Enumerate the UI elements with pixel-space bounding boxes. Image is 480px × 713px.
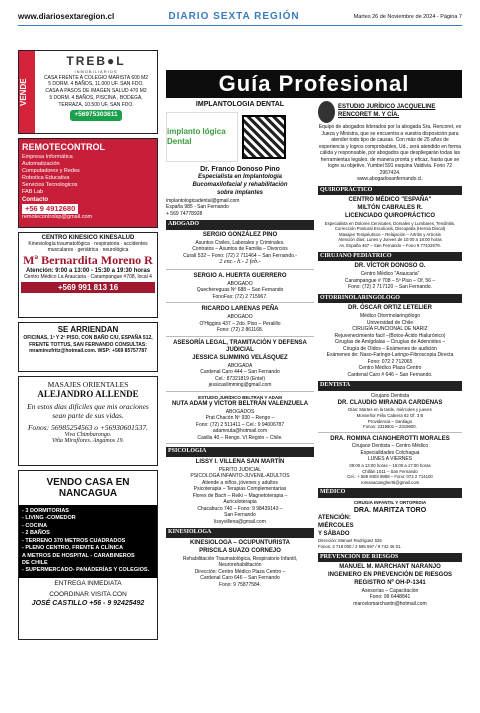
section-header: QUIROPRÁCTICO: [318, 186, 462, 196]
listing: SERGIO A. HUERTA GUERRERO ABOGADO Quechereguas Nº 688 – San Fernando FonoFax: (72) 2 715967.: [166, 273, 314, 303]
ad-title: SE ARRIENDAN: [57, 325, 119, 334]
phone-number[interactable]: Fonos: 56985254563 o +56930601537.: [27, 423, 149, 432]
ad-title: ALEJANDRO ALLENDE: [37, 389, 139, 399]
paper-name: DIARIO SEXTA REGIÓN: [168, 11, 300, 22]
listing: DRA. ROMINA CIANGHEROTTI MORALES Cirujano Dentista – Centro Médico Especialidades Colchagua LUNES A VIERNES 09:00 a 13:00 horas – 16:00 a 17:00 horas Chillán 1011 – San Fernando Cel.: + 569 9403 9888 – Fono: 072 2 714100 romanacianghertti@gmail.com: [330, 435, 450, 485]
listing: Cirujano Dentista DR. CLAUDIO MIRANDA CARDENAS Días: Martes en la tarde, miércoles y jueves Monseñor Félix Cabrera 62 Of. 3 B Providencia – Santiago Fonos: 2319601 – 2319600.: [318, 393, 462, 433]
feature-item: - 3 DORMITORIAS: [22, 508, 69, 514]
rencoret-header: ESTUDIO JURÍDICO JACQUELINE RENCORET M. Y CÍA.: [318, 100, 462, 124]
section-header: PREVENCIÓN DE RIESGOS: [318, 553, 462, 563]
feature-item: - COCINA: [22, 522, 48, 529]
doctor-name: Dr. Franco Donoso Pino: [200, 166, 280, 174]
feature-item: A METROS DE HOSPITAL - CARABINEROS: [22, 552, 135, 559]
feature-item: - PLENO CENTRO, FRENTE A CLÍNICA: [22, 545, 124, 552]
ad-title: VENDO CASA EN NANCAGUA: [46, 477, 130, 499]
phone-number[interactable]: +56 9 4912680: [22, 204, 78, 214]
qr-code-icon[interactable]: [242, 115, 286, 159]
page-header: [18, 8, 462, 26]
firm-description: Equipo de abogados liderados por la abogada Sra. Rencoret, ex Jueza y Ministra, que se encuentra a vuestra disposición para atender todo tipo de causas. Con más de 25 años de experiencia y logros comprobables, Ud., será atendido en forma cálida y responsable, por abogados que despliegarán todas las herramientas legales, de manera pronta y eficaz, hasta que se logre su objetivo. Yumbel 591 esquina Valdivia. Fono 72 2967424.: [318, 124, 462, 176]
phone-number[interactable]: +569 991 813 16: [21, 282, 155, 293]
website-link[interactable]: www.abogadosanfernando.cl.: [357, 176, 423, 182]
listing: CENTRO MÉDICO "ESPAÑA" MILTÓN CABRALES R. LICENCIADO QUIROPRÁCTICO Especialista en Dolores Cervicales, Dorsales y Lumbares, Tendinitis, Corrección Postural Escoliosis, Discopatía (Hernia Discal) Masajes Terapéuticos – Relajación – Artritis y Artrosis Atención días: Lunes y Jueves de 10:00 a 18:00 horas Av. España 467 – San Fernando – Fono 9 77432979.: [324, 197, 456, 248]
kinesalud-logo: CENTRO KINESICO KINESALUD: [41, 235, 135, 241]
page-date: Martes 26 de Noviembre de 2024 - Página 7: [353, 13, 462, 20]
practitioner-name: Mª Bernardita Moreno R: [23, 253, 153, 267]
listing: ESTUDIO JURÍDICO BELTRAN Y ADAM NUTA ADAM y VÍCTOR BELTRÁN VALENZUELA ABOGADOS Prat Chacón Nº 930 – Rengo – Fono: (72) 2 511411 – Cel.: 9 94006787 adamnuta@hotmail.com Casilla 40 – Rengo. VI Región – Chile.: [166, 395, 314, 444]
ad-line: CASA FRENTE A COLEGIO MARISTA 600 M2: [43, 74, 149, 81]
ad-line: 5 DORM. 4 BAÑOS, 11.000 UF. SAN FDO.: [48, 81, 144, 88]
listing: LISSY I. VILLENA SAN MARTÍN PERITO JUDICIAL PSICOLOGA INFANTO-JUVENIL-ADULTOS Atiende a niños, jóvenes y adultos Psicoterapia – Terapias Complementarias Flores de Bach – Reiki – Magnetoterapia – Auriculoterapia Chacabuco 740 – Fono: 9 98439143 – San Fernando lissyvillena@gmail.com: [190, 458, 290, 525]
feature-item: - 2 BAÑOS: [22, 530, 50, 537]
site-url[interactable]: www.diariosextaregion.cl: [18, 12, 115, 21]
whatsapp-number[interactable]: +56975303611: [70, 110, 121, 121]
feature-item: - SUPERMERCADO- PANADERÍAS Y COLEGIOS.: [22, 567, 150, 574]
email[interactable]: mramirezfritz@hotmail.com. WSP: +569 85757787: [29, 348, 147, 355]
contact-label: Contacto: [22, 196, 48, 203]
listing: CIRUGIA INFANTIL Y ORTOPEDIA DRA. MARITZA TORO ATENCIÓN: MIÉRCOLES Y SÁBADO Dirección: Manuel Rodríguez 525 Fonos: 2 718 000 / 2 585 597 / 9 742 46 01.: [318, 500, 427, 549]
listing: ASESORÍA LEGAL, TRAMITACIÓN Y DEFENSA JUDICIAL JESSICA SLIMMING VELÁSQUEZ ABOGADA Cardenal Caro 444 – San Fernando Cel.: 87321819 (Entel) jessicaslimming@gmail.com: [166, 340, 314, 392]
trebol-logo: TREB●L INMOBILIARIOS: [66, 54, 126, 75]
ad-arriendan: SE ARRIENDAN OFICINAS, 1º Y 2º PISO, CON BAÑO C/U, ESPAÑA 512, FRENTE TOTTUS, SAN FERNANDO CONSULTAS: mramirezfritz@hotmail.com. WSP: +569 85757787: [18, 322, 158, 372]
section-header: MÉDICO: [318, 488, 462, 498]
ad-vendo-casa: VENDO CASA EN NANCAGUA - 3 DORMITORIAS - LIVING -COMEDOR - COCINA - 2 BAÑOS - TERRENO 370 METROS CUADRADOS - PLENO CENTRO, FRENTE A CLÍNICA A METROS DE HOSPITAL - CARABINEROS DE CHILE - SUPERMERCADO- PANADERÍAS Y COLEGIOS. ENTREGA INMEDIATA COORDINAR VISITA CON JOSÉ CASTILLO +56 - 9 92425492: [18, 470, 158, 640]
listing: MANUEL M. MARCHANT NARANJO INGENIERO EN PREVENCIÓN DE RIESGOS REGISTRO Nº OH-P-1341 Asesorías – Capacitación Fono: 99 6448841 marcelomarchantn@hotmail.com: [327, 564, 453, 607]
section-header: KINESIOLOGA: [166, 528, 314, 538]
listing: SERGIO GONZÁLEZ PINO Asuntos Civiles, Laborales y Criminales. Contratos – Asuntos de Familia – Divorcios Curalí 532 – Fono: (72) 2 711464 – San Fernando.- 2 enc.- h.- 2 feb.-: [166, 232, 314, 270]
feature-item: DE CHILE: [22, 559, 48, 566]
section-header: OTORRINOLARINGÓLOGO: [318, 294, 462, 304]
ad-masajes: MASAJES ORIENTALES ALEJANDRO ALLENDE En estos días difíciles que mis oraciones sean parte de sus vidas. Fonos: 56985254563 o +56930601537. Viva Chimbarongo. Viña Miraflores. Angamos 19.: [18, 376, 158, 466]
section-header: DENTISTA: [318, 381, 462, 391]
law-firm-logo-icon: [318, 101, 335, 123]
ad-trebol: [18, 50, 158, 134]
right-column: [318, 100, 462, 610]
feature-item: - LIVING -COMEDOR: [22, 515, 76, 522]
feature-item: - TERRENO 370 METROS CUADRADOS: [22, 537, 126, 544]
phone-number[interactable]: JOSÉ CASTILLO +56 - 9 92425492: [31, 599, 145, 607]
listing: DR. VÍCTOR DONOSO O. Centro Médico "Araucaria" Carampangue # 708 – 5º Piso – Of. 56 – Fono: (72) 2 717120 – San Fernando.: [344, 263, 436, 291]
email[interactable]: implantologicadental@gmail.com: [166, 197, 240, 204]
section-title: IMPLANTOLOGIA DENTAL: [195, 101, 285, 108]
listing: KINESIOLOGA – OCUPUNTURISTA PRISCILA SUAZO CORNEJO Rehabilitación Traumatológica, Respiratorio Infantil, Neurorehabilitación Dirección: Centro Médico Plaza Centro – Cardenal Caro 646 – San Fernando Fono: 9 75877584.: [182, 539, 298, 588]
guide-banner: Guía Profesional: [166, 70, 462, 98]
listing: RICARDO LARENAS PEÑA ABOGADO O'Higgins 437 – 2do. Piso – Peralillo Fono: (72) 2 861168.: [166, 306, 314, 336]
middle-column: IMPLANTOLOGIA DENTAL implanto lógica Dental Dr. Franco Donoso Pino Especialista en Implantología Bucomaxilofacial y rehabilitación sobre implantes implantologicadental@gmail.com España 985 - San Fernando + 569 74778928 ABOGADO SERGIO GONZÁLEZ PINO Asuntos Civiles, Laborales y Criminales. Contratos – Asuntos de Familia – Divorcios Curalí 532 – Fono: (72) 2 711464 – San Fernando.- 2 enc.- h.- 2 feb.- SERGIO A. HUERTA GUERRERO ABOGADO Quechereguas Nº 688 – San Fernando FonoFax: (72) 2 715967. RICARDO LARENAS PEÑA ABOGADO O'Higgins 437 – 2do. Piso – Peralillo Fono: (72) 2 861168. ASESORÍA LEGAL, TRAMITACIÓN Y DEFENSA JUDICIAL JESSICA SLIMMING VELÁSQUEZ ABOGADA Cardenal Caro 444 – San Fernando Cel.: 87321819 (Entel) jessicaslimming@gmail.com ESTUDIO JURÍDICO BELTRAN Y ADAM NUTA ADAM y VÍCTOR BELTRÁN VALENZUELA ABOGADOS Prat Chacón Nº 930 – Rengo – Fono: (72) 2 511411 – Cel.: 9 94006787 adamnuta@hotmail.com Casilla 40 – Rengo. VI Región – Chile. PSICOLOGIA LISSY I. VILLENA SAN MARTÍN PERITO JUDICIAL PSICOLOGA INFANTO-JUVENIL-ADULTOS Atiende a niños, jóvenes y adultos Psicoterapia – Terapias Complementarias Flores de Bach – Reiki – Magnetoterapia – Auriculoterapia Chacabuco 740 – Fono: 9 98439143 – San Fernando lissyvillena@gmail.com KINESIOLOGA KINESIOLOGA – OCUPUNTURISTA PRISCILA SUAZO CORNEJO Rehabilitación Traumatológica, Respiratorio Infantil, Neurorehabilitación Dirección: Centro Médico Plaza Centro – Cardenal Caro 646 – San Fernando Fono: 9 75877584.: [166, 100, 314, 591]
section-header: ABOGADO: [166, 220, 314, 230]
ad-line: 5 DORM. 4 BAÑOS, PISCINA , BODEGA, TERRAZA, 10.500 UF, SAN FDO.: [49, 94, 143, 108]
features-list: [19, 505, 157, 578]
vende-label: VENDE: [19, 51, 35, 133]
ad-kinesalud: CENTRO KINESICO KINESALUD Kinesiología traumatológica · respiratoria · accidentes musculares · geriátrica · neurológica Mª Bernardita Moreno R Atención: 9:00 a 13:00 - 15:30 a 19:30 horas Centro Médico La Araucaria - Carampangue #708, local 4 +569 991 813 16: [18, 232, 158, 318]
section-header: CIRUJANO PEDIÁTRICO: [318, 252, 462, 262]
remotecontrol-logo: REMOTECONTROL: [22, 142, 105, 152]
implantologica-logo: implanto lógica Dental: [166, 112, 238, 162]
left-column: [18, 50, 158, 644]
listing: DR. ÓSCAR ORTIZ LETELIER Médico Otorrinolaringólogo Universidad de Chile CIRUGÍA FUNCIONAL DE NARIZ Rejuvenecimiento facil –(Botox-Ácido Hialurónico) Cirugías de Amígdalas – Cirugías de Adenoides – Cirugía de Oídos – Exámenes de audición Exámenes de: Naso-Faringo-Laringo-Fibroscopia Directa Fono: 072 2 712065 Centro Médico Plaza Centro Cardenal Caro # 646 – San Fernando.: [326, 305, 454, 378]
phone-number[interactable]: + 569 74778928: [166, 210, 203, 217]
ad-line: CASA A PASOS DE IMAGEN SALUD 470 M2: [45, 88, 147, 95]
section-header: PSICOLOGIA: [166, 447, 314, 457]
email[interactable]: remotecontrolsp@gmail.com: [22, 214, 93, 221]
ad-remotecontrol: REMOTECONTROL Empresa Informática Automatización Computadores y Redes Robotica Educativa Servicios Tecnologicos FAB Lab Contacto +56 9 4912680 remotecontrolsp@gmail.com: [18, 138, 158, 228]
